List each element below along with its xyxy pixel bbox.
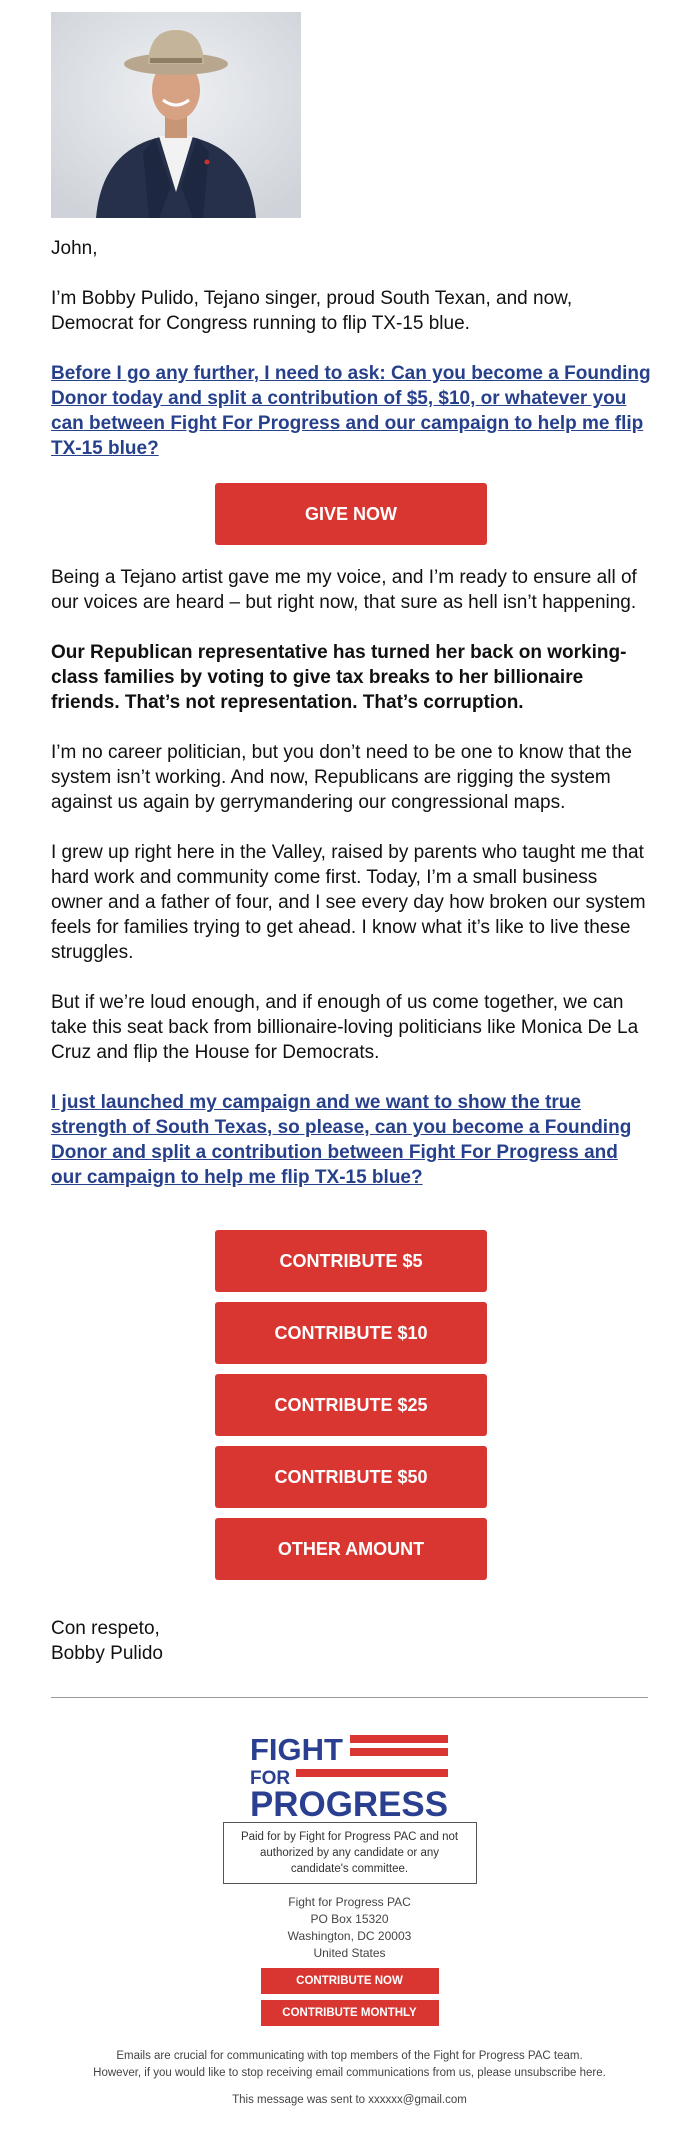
founding-donor-link-1[interactable]: Before I go any further, I need to ask: Can you become a Founding Donor today and split a contribution of $5, $10, or whatever you can between Fight For Progress and our campaign to help me flip TX-15 blue?	[51, 363, 651, 459]
greeting: John,	[51, 238, 98, 259]
sent-to-prefix: This message was sent to	[232, 2094, 366, 2106]
footer	[51, 1697, 648, 2106]
footer-divider	[51, 1697, 648, 1698]
loud-paragraph: But if we’re loud enough, and if enough of us come together, we can take this seat back from billionaire-loving politicians like Monica De La Cruz and flip the House for Democrats.	[51, 992, 639, 1063]
logo-for-text: FOR	[249, 1768, 290, 1789]
fight-for-progress-logo	[250, 1732, 450, 1818]
contribute-10-button[interactable]: CONTRIBUTE $10	[215, 1302, 487, 1364]
contribution-amounts	[51, 1230, 651, 1580]
contribute-5-button[interactable]: CONTRIBUTE $5	[215, 1230, 487, 1292]
logo-fight-text: FIGHT	[249, 1732, 343, 1767]
paid-for-disclaimer: Paid for by Fight for Progress PAC and not authorized by any candidate or any candidate's committee.	[223, 1822, 477, 1884]
email-notice	[51, 2048, 648, 2082]
mailing-address	[51, 1894, 648, 1962]
voice-paragraph: Being a Tejano artist gave me my voice, and I’m ready to ensure all of our voices are heard – but right now, that sure as hell isn’t happening.	[51, 567, 637, 613]
intro-paragraph: I’m Bobby Pulido, Tejano singer, proud South Texan, and now, Democrat for Congress running to flip TX-15 blue.	[51, 288, 573, 334]
address-org: Fight for Progress PAC	[288, 1895, 411, 1909]
contribute-50-button[interactable]: CONTRIBUTE $50	[215, 1446, 487, 1508]
signoff-block	[51, 1616, 651, 1666]
sent-to-email: xxxxxx@gmail.com	[368, 2094, 467, 2106]
sent-to-line	[51, 2094, 648, 2106]
give-now-button[interactable]: GIVE NOW	[215, 483, 487, 545]
career-paragraph: I’m no career politician, but you don’t need to be one to know that the system isn’t working. And now, Republicans are rigging the system against us again by gerrymandering our congressional maps.	[51, 742, 632, 813]
signoff: Con respeto,	[51, 1618, 160, 1639]
founding-donor-link-2[interactable]: I just launched my campaign and we want to show the true strength of South Texas, so please, can you become a Founding Donor and split a contribution between Fight For Progress and our campaign to help me flip TX-15 blue?	[51, 1092, 632, 1188]
address-po-box: PO Box 15320	[310, 1912, 389, 1926]
valley-paragraph: I grew up right here in the Valley, raised by parents who taught me that hard work and community come first. Today, I’m a small business owner and a father of four, and I see every day how broken our system feels for families trying to get ahead. I know what it’s like to live these struggles.	[51, 842, 646, 963]
contribute-monthly-button[interactable]: CONTRIBUTE MONTHLY	[261, 2000, 439, 2026]
logo-progress-text: PROGRESS	[249, 1785, 448, 1818]
notice-line-1: Emails are crucial for communicating with top members of the Fight for Progress PAC team.	[116, 2050, 583, 2062]
address-country: United States	[313, 1946, 386, 1960]
address-city: Washington, DC 20003	[287, 1929, 412, 1943]
candidate-photo	[51, 12, 301, 218]
message-content	[51, 236, 651, 1666]
corruption-paragraph: Our Republican representative has turned her back on working-class families by voting to give tax breaks to her billionaire friends. That’s not representation. That’s corruption.	[51, 642, 627, 713]
other-amount-button[interactable]: OTHER AMOUNT	[215, 1518, 487, 1580]
notice-line-2[interactable]: However, if you would like to stop receiving email communications from us, please unsubscribe here.	[93, 2067, 606, 2079]
signature: Bobby Pulido	[51, 1643, 163, 1664]
contribute-25-button[interactable]: CONTRIBUTE $25	[215, 1374, 487, 1436]
contribute-now-button[interactable]: CONTRIBUTE NOW	[261, 1968, 439, 1994]
